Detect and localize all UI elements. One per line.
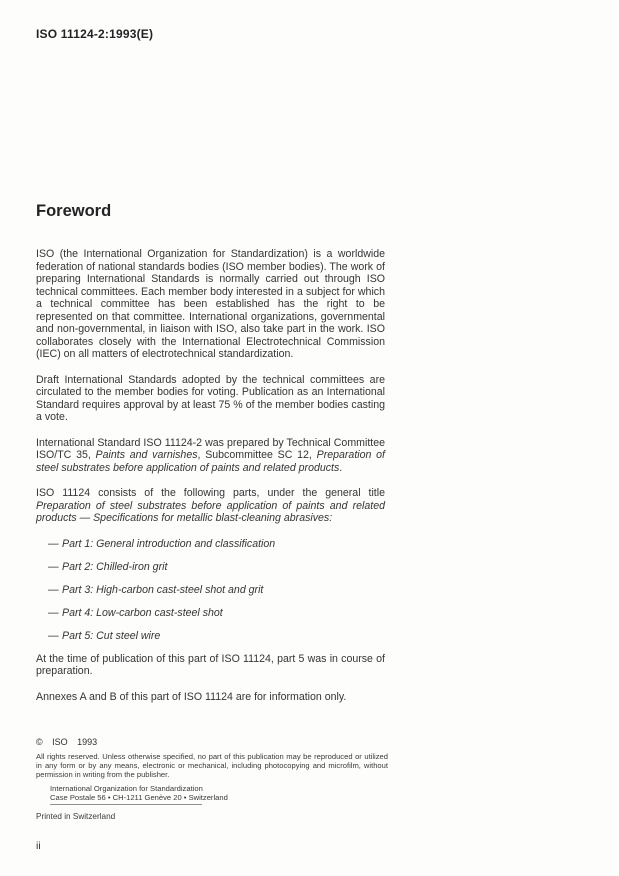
part-title: Part 2: Chilled-iron grit [62,560,168,573]
list-dash: — [48,629,59,642]
list-dash: — [48,606,59,619]
rights-reserved-text: All rights reserved. Unless otherwise specified, no part of this publication may be reproduced or utilized in any form or by any means, electronic or mechanical, including photocopying and microfilm, without permission in writing from the publisher. [36,752,388,780]
list-item-part-3 [36,584,385,597]
paragraph-publication-note: At the time of publication of this part of ISO 11124, part 5 was in course of preparation. [36,652,385,677]
p3-run-5: . [339,461,343,474]
part-title: Part 5: Cut steel wire [62,629,161,642]
parts-list [36,538,385,643]
part-title: Part 3: High-carbon cast-steel shot and grit [62,583,264,596]
foreword-section [36,202,385,716]
publisher-address-block [36,784,408,806]
p3-run-1: International Standard ISO 11124-2 was prepared by Technical Committee ISO/TC 35, [36,436,385,461]
paragraph-iso-description: ISO (the International Organization for Standardization) is a worldwide federation of national standards bodies (ISO member bodies). The work of preparing International Standards is normally carried out through ISO technical committees. Each member body interested in a subject for which a technical committee has been established has the right to be represented on that committee. International organizations, governmental and non-governmental, in liaison with ISO, also take part in the work. ISO collaborates closely with the International Electrotechnical Commission (IEC) on all matters of electrotechnical standardization. [36,248,385,360]
address-divider [50,804,202,805]
publisher-address: Case Postale 56 • CH-1211 Genève 20 • Switzerland [50,793,228,803]
paragraph-draft-standards: Draft International Standards adopted by the technical committees are circulated to the member bodies for voting. Publication as an International Standard requires approval by at least 75 % of the member bodies casting a vote. [36,373,385,423]
list-item-part-1 [36,538,385,551]
list-dash: — [48,583,59,596]
section-title: Foreword [36,202,112,220]
document-number: ISO 11124-2:1993(E) [36,27,154,41]
page-number: ii [36,840,41,852]
publisher-name: International Organization for Standardization [50,783,203,793]
p4-run-1: ISO 11124 consists of the following parts, under the general title [36,487,385,499]
paragraph-annexes-note: Annexes A and B of this part of ISO 11124 are for information only. [36,690,347,703]
paragraph-prepared-by [36,437,385,475]
list-item-part-5 [36,630,385,643]
printed-in-line: Printed in Switzerland [36,812,116,822]
p3-run-2-italic: Paints and varnishes [95,449,198,461]
p4-run-2-italic: Preparation of steel substrates before application of paints and related products — Specifications for metallic blast-cleaning abrasives: [36,499,385,524]
list-dash: — [48,560,59,573]
list-dash: — [48,537,59,550]
p3-run-3: , Subcommittee SC 12, [197,449,317,461]
list-item-part-4 [36,607,385,620]
copyright-line: © ISO 1993 [36,737,98,747]
p3-run-4-italic: Preparation of steel substrates before application of paints and related products [36,449,385,474]
list-item-part-2 [36,561,385,574]
part-title: Part 4: Low-carbon cast-steel shot [62,606,223,619]
document-header [36,27,153,41]
paragraph-parts-intro [36,487,385,525]
part-title: Part 1: General introduction and classification [62,537,276,550]
copyright-block [36,737,408,821]
